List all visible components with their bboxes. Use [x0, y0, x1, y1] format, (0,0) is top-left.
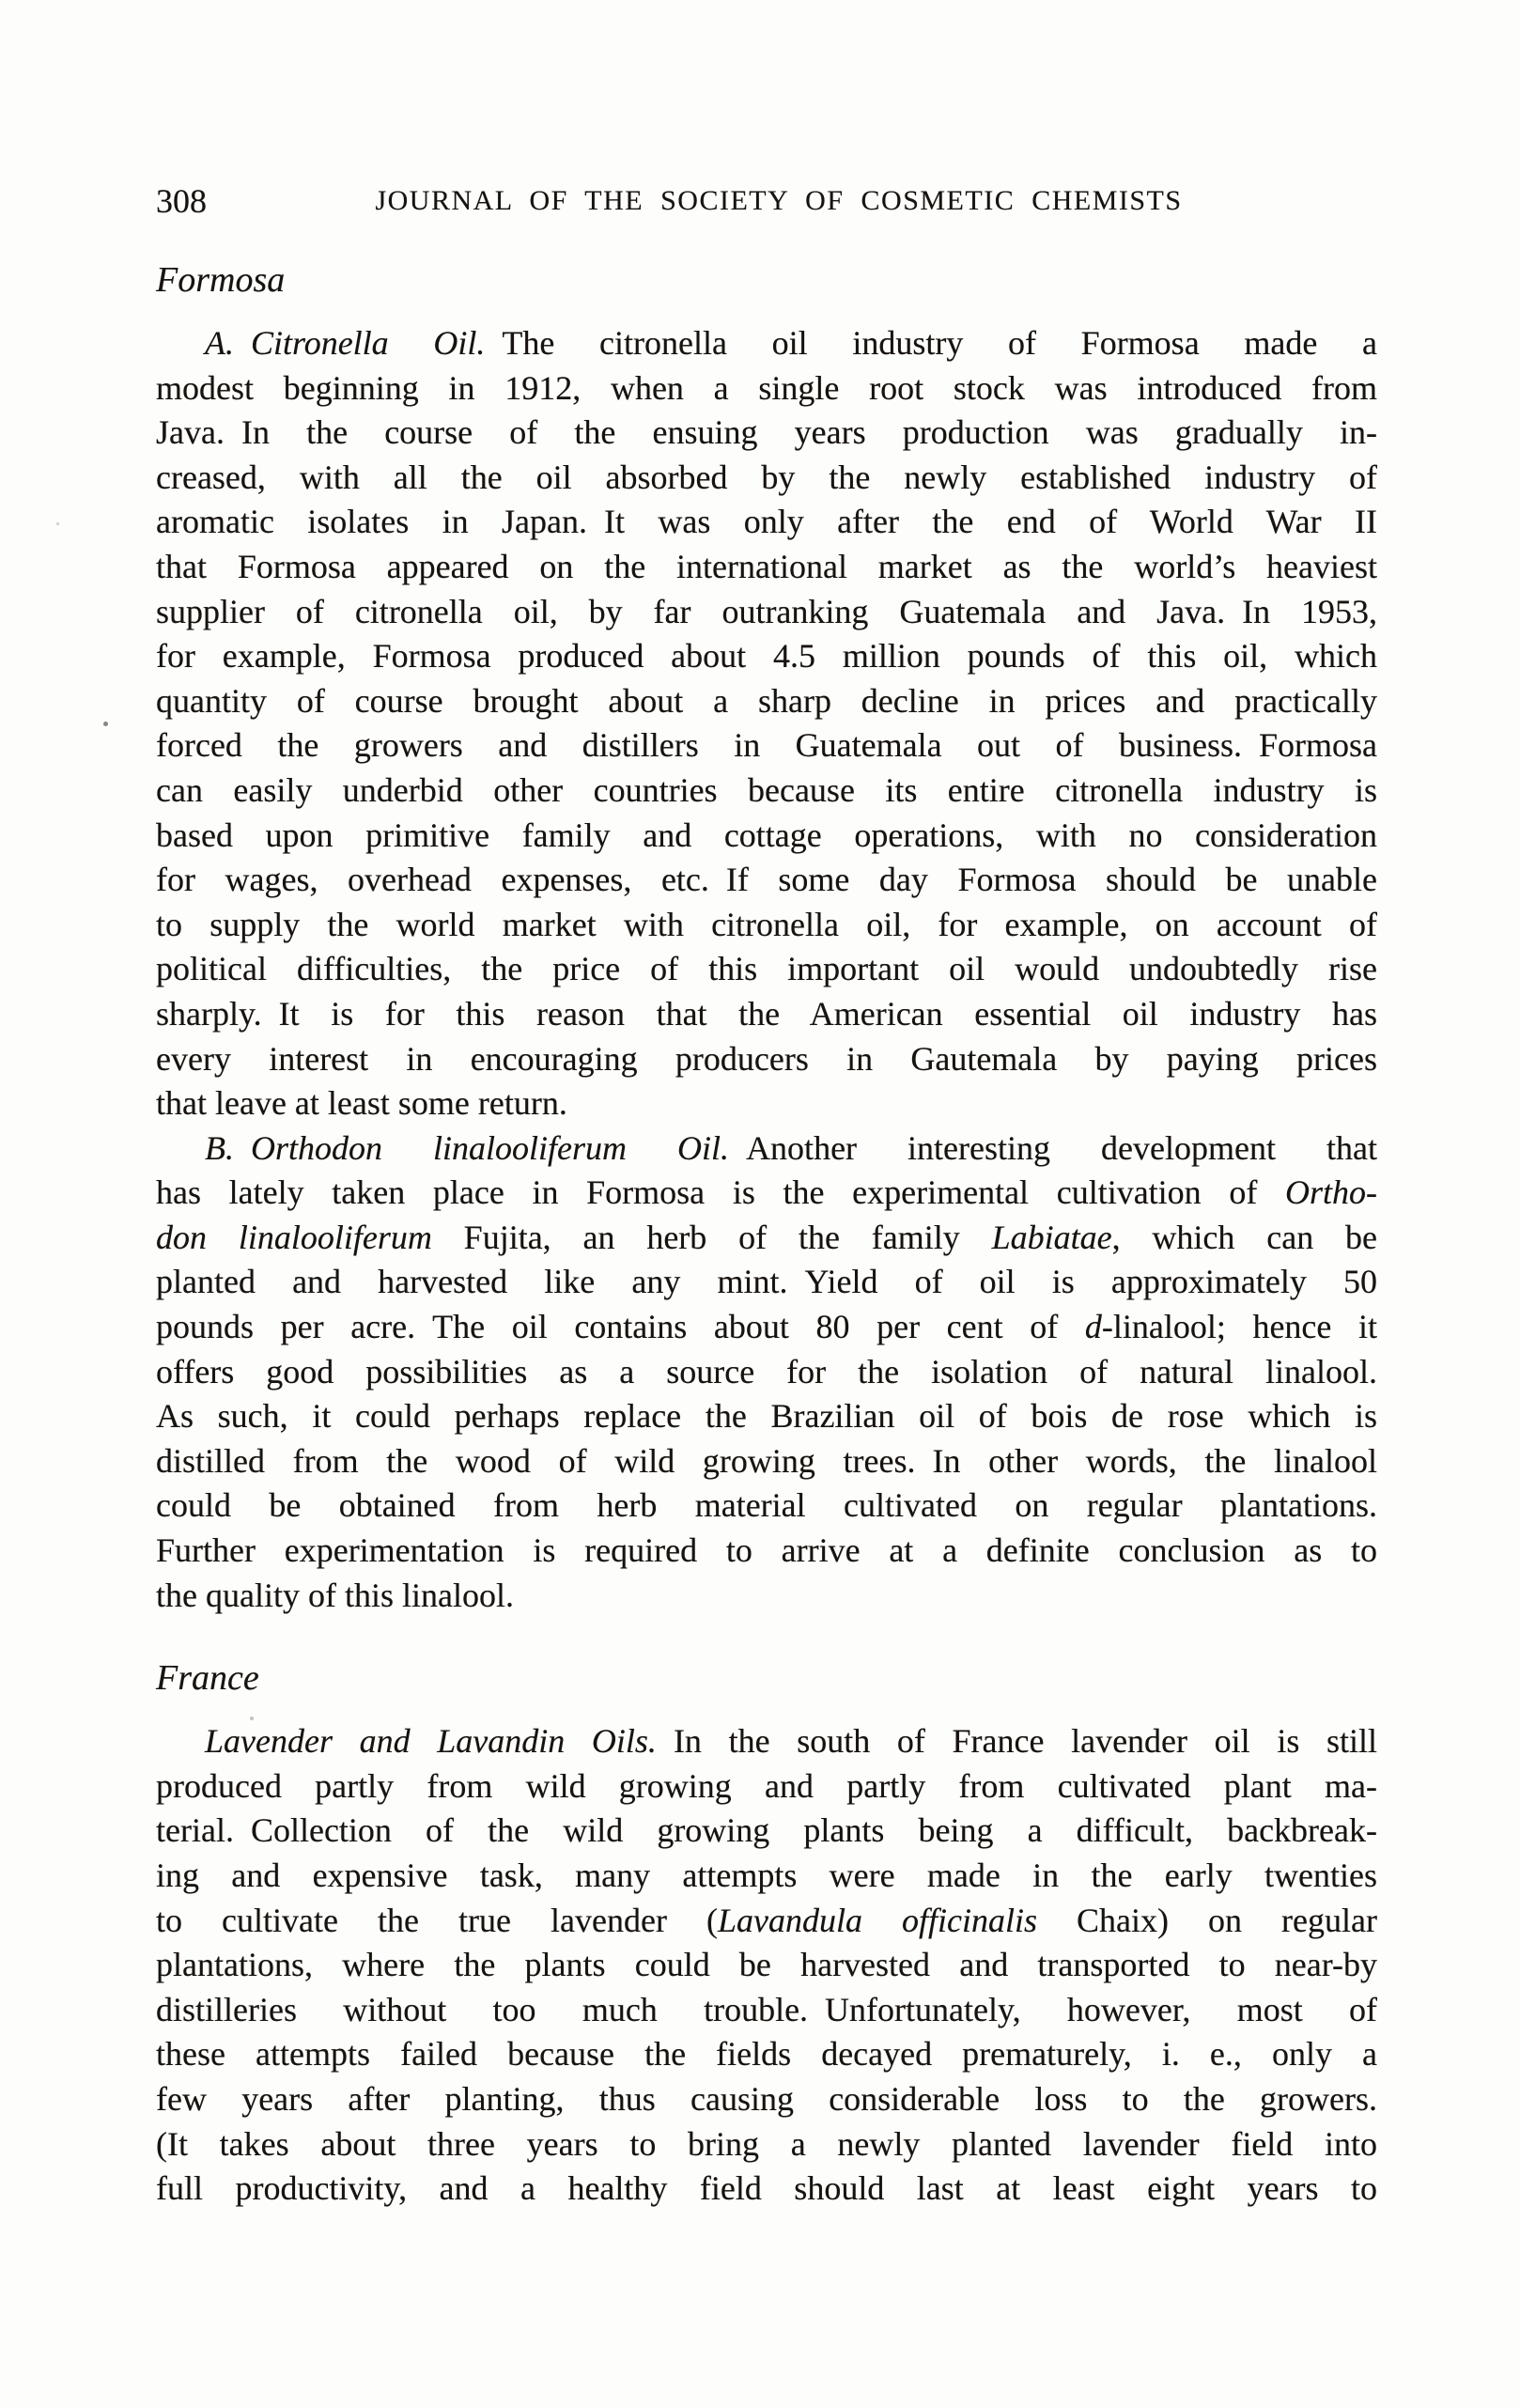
body-text: that Formosa appeared on the international market as the world’s heaviest: [156, 547, 1377, 585]
body-text: plantations, where the plants could be harvested and transported to near-by: [156, 1946, 1377, 1984]
text-line: [156, 1081, 1377, 1126]
body-text: Chaix) on regular: [1036, 1901, 1377, 1939]
body-text: offers good possibilities as a source for the isolation of natural linalool.: [156, 1352, 1377, 1390]
body-text: few years after planting, thus causing considerable loss to the growers.: [156, 2079, 1377, 2118]
body-text: terial. Collection of the wild growing plants being a difficult, backbreak-: [156, 1811, 1377, 1850]
text-line: [156, 2167, 1377, 2212]
body-text: to cultivate the true lavender (: [156, 1901, 718, 1939]
text-line: [156, 634, 1377, 679]
text-line: [156, 366, 1377, 412]
body-text: could be obtained from herb material cultivated on regular plantations.: [156, 1486, 1377, 1525]
body-text: based upon primitive family and cottage operations, with no consideration: [156, 816, 1377, 854]
italic-text: Ortho-: [1285, 1173, 1377, 1212]
body-text: planted and harvested like any mint. Yield of oil is approximately 50: [156, 1263, 1377, 1301]
text-line: [156, 1764, 1377, 1810]
italic-text: d: [1084, 1308, 1102, 1346]
body-text: full productivity, and a healthy field should last at least eight years to: [156, 2169, 1377, 2208]
body-text: creased, with all the oil absorbed by the newly established industry of: [156, 458, 1377, 496]
paragraph: [156, 321, 1377, 1126]
body-text: modest beginning in 1912, when a single root stock was introduced from: [156, 368, 1377, 407]
body-text: political difficulties, the price of this important oil would undoubtedly rise: [156, 950, 1377, 988]
text-line: [156, 1899, 1377, 1944]
text-line: [156, 769, 1377, 814]
body-text: Further experimentation is required to arrive at a definite conclusion as to: [156, 1531, 1377, 1570]
italic-text: Lavandula officinalis: [717, 1901, 1037, 1939]
body-text: Java. In the course of the ensuing years production was gradually in-: [156, 413, 1377, 452]
italic-text: Orthodon linalooliferum Oil.: [251, 1128, 747, 1167]
body-text: can easily underbid other countries because its entire citronella industry is: [156, 770, 1377, 809]
body-text: ing and expensive task, many attempts were made in the early twenties: [156, 1856, 1377, 1894]
page-number: 308: [156, 182, 207, 220]
body-text: these attempts failed because the fields decayed prematurely, i. e., only a: [156, 2035, 1377, 2074]
text-line: [156, 1126, 1377, 1172]
document-body: [156, 259, 1377, 2212]
text-line: [156, 1943, 1377, 1988]
text-line: [156, 1854, 1377, 1899]
body-text: quantity of course brought about a sharp decline in prices and practically: [156, 681, 1377, 720]
text-line: [156, 1529, 1377, 1574]
text-line: [156, 321, 1377, 366]
text-line: [156, 992, 1377, 1037]
body-text: pounds per acre. The oil contains about 80 per cent of: [156, 1308, 1085, 1346]
text-line: [156, 1350, 1377, 1395]
italic-text: Lavender and Lavandin Oils.: [205, 1722, 674, 1761]
text-line: [156, 1216, 1377, 1261]
text-line: [156, 1574, 1377, 1619]
text-line: [156, 679, 1377, 724]
body-text: to supply the world market with citronella oil, for example, on account of: [156, 905, 1377, 943]
body-text: Fujita, an herb of the family: [431, 1218, 992, 1256]
italic-text: B.: [205, 1128, 251, 1167]
text-line: [156, 903, 1377, 948]
running-header: [156, 182, 1377, 220]
text-line: [156, 411, 1377, 456]
body-text: aromatic isolates in Japan. It was only after the end of World War II: [156, 503, 1377, 541]
body-text: has lately taken place in Formosa is the experimental cultivation of: [156, 1173, 1285, 1212]
text-line: [156, 1171, 1377, 1216]
scan-speck: [56, 522, 59, 525]
body-text: the quality of this linalool.: [156, 1576, 514, 1614]
text-line: [156, 1484, 1377, 1529]
body-text: , which can be: [1111, 1218, 1377, 1256]
body-text: that leave at least some return.: [156, 1084, 567, 1123]
paragraph: [156, 1126, 1377, 1619]
body-text: produced partly from wild growing and partly from cultivated plant ma-: [156, 1766, 1377, 1805]
journal-title: JOURNAL OF THE SOCIETY OF COSMETIC CHEMISTS: [375, 185, 1183, 216]
body-text: In the south of France lavender oil is still: [673, 1722, 1377, 1761]
italic-text: Citronella Oil.: [251, 324, 503, 362]
text-line: [156, 2032, 1377, 2077]
text-line: [156, 456, 1377, 501]
body-text: Another interesting development that: [746, 1128, 1377, 1167]
text-line: [156, 947, 1377, 992]
body-text: for wages, overhead expenses, etc. If some day Formosa should be unable: [156, 861, 1377, 899]
body-text: The citronella oil industry of Formosa made a: [502, 324, 1377, 362]
scan-speck: [103, 722, 108, 726]
body-text: supplier of citronella oil, by far outranking Guatemala and Java. In 1953,: [156, 592, 1377, 630]
body-text: sharply. It is for this reason that the American essential oil industry has: [156, 994, 1377, 1033]
text-line: [156, 1037, 1377, 1082]
text-line: [156, 1260, 1377, 1305]
text-line: [156, 1305, 1377, 1350]
text-line: [156, 2077, 1377, 2122]
text-line: [156, 1394, 1377, 1439]
text-line: [156, 590, 1377, 635]
text-line: [156, 1809, 1377, 1854]
body-text: (It takes about three years to bring a newly planted lavender field into: [156, 2124, 1377, 2163]
text-line: [156, 2122, 1377, 2167]
body-text: every interest in encouraging producers in Gautemala by paying prices: [156, 1039, 1377, 1078]
italic-text: Labiatae: [991, 1218, 1112, 1256]
text-line: [156, 1719, 1377, 1764]
body-text: distilled from the wood of wild growing trees. In other words, the linalool: [156, 1441, 1377, 1480]
text-block: [156, 0, 1377, 2212]
section-heading: Formosa: [156, 260, 286, 300]
section-heading: France: [156, 1658, 259, 1699]
body-text: As such, it could perhaps replace the Brazilian oil of bois de rose which is: [156, 1397, 1377, 1436]
text-line: [156, 723, 1377, 769]
text-line: [156, 1988, 1377, 2033]
body-text: forced the growers and distillers in Guatemala out of business. Formosa: [156, 726, 1377, 765]
body-text: distilleries without too much trouble. Unfortunately, however, most of: [156, 1990, 1377, 2028]
italic-text: A.: [205, 324, 251, 362]
paragraph: [156, 1719, 1377, 2212]
text-line: [156, 545, 1377, 590]
body-text: for example, Formosa produced about 4.5 million pounds of this oil, which: [156, 637, 1377, 676]
body-text: -linalool; hence it: [1101, 1308, 1377, 1346]
text-line: [156, 1439, 1377, 1484]
italic-text: don linalooliferum: [156, 1218, 432, 1256]
text-line: [156, 814, 1377, 859]
text-line: [156, 858, 1377, 903]
text-line: [156, 500, 1377, 545]
